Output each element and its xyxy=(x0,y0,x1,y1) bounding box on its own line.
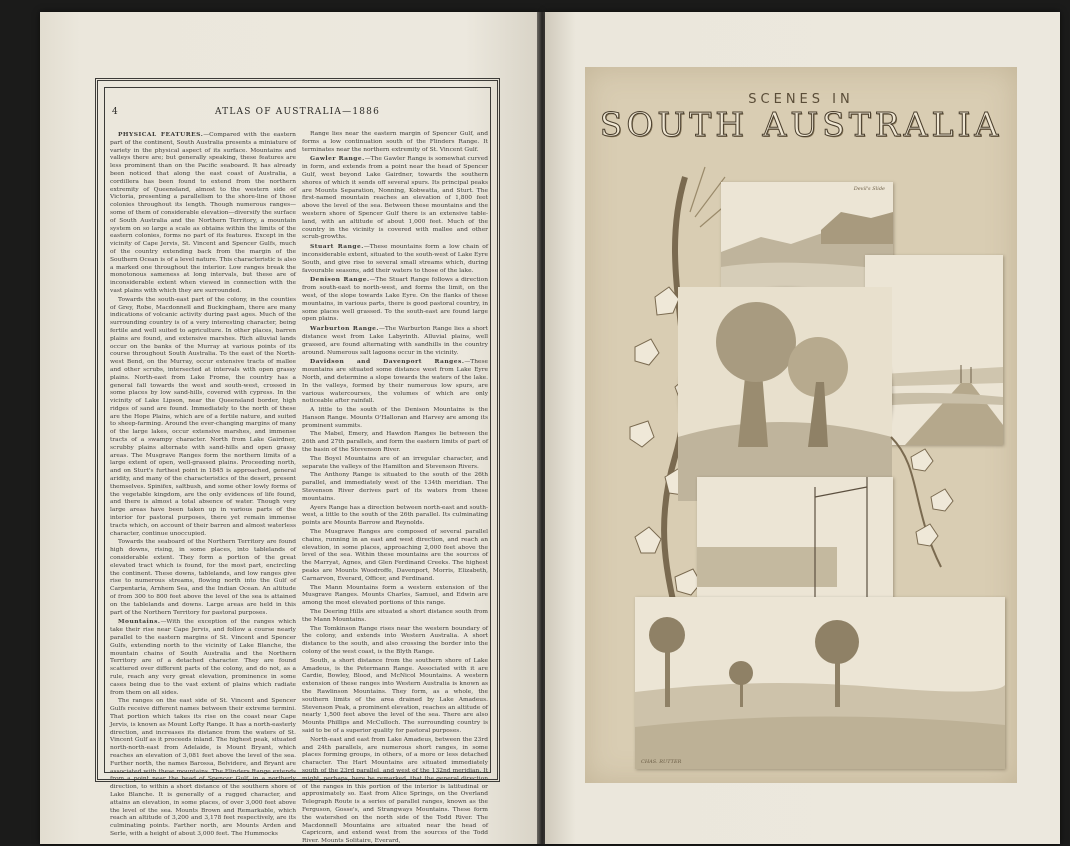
paragraph-text: A little to the south of the Denison Mountains is the Hanson Range. Mounts O'Halloran and Harvey are among its prominent summits. xyxy=(302,407,488,429)
paragraph-text: The Anthony Range is situated to the south of the 26th parallel, and immediately west of the 134th meridian. The Stevenson River derives part of its waters from these mountains. xyxy=(302,472,488,502)
plate-title-small: SCENES IN xyxy=(748,92,854,107)
paragraph-text: —Compared with the eastern part of the continent, South Australia presents a miniature of variety in the physical aspect of its surface. Mountains and valleys there are; but generally speaking, these features are less prominent than on the Pacific seaboard. It has already been noticed that along the east coast of Australia, a cordillera has been found to extend from the northern extremity of Queensland, almost to the western side of Victoria, presenting a parallelism to the shore-line of those colonies throughout its length. Though numerous ranges—some of them of considerable elevation—diversify the surface of South Australia and the Northern Territory, a mountain system on so large a scale as obtains within the limits of the eastern colonies, forms no part of its features. Except in the vicinity of Cape Jervis, St. Vincent and Spencer Gulfs, much of the country extending back from the margin of the Southern Ocean is of a level nature. This characteristic is also a marked one throughout the interior. Low ranges break the monotonous sameness at long intervals, but these are of inconsiderable extent when viewed in connection with the vast plains with which they are surrounded. xyxy=(110,132,296,294)
caption-artist: CHAS. RUTTER xyxy=(641,759,682,765)
illustration-plate xyxy=(585,67,1017,783)
paragraph xyxy=(302,131,488,154)
paragraph xyxy=(302,626,488,657)
left-page xyxy=(40,12,540,844)
vignette-landscape-scene xyxy=(635,597,1005,769)
running-head xyxy=(112,107,483,119)
paragraph xyxy=(302,658,488,736)
vine-foliage-right-illustration xyxy=(881,427,971,577)
paragraph-text: North-east and east from Lake Amadeus, between the 23rd and 24th parallels, are numerous short ranges, in some places forming groups, in others, of a more or less detached character. The Hart Mountains are situated immediately south of the 23rd parallel, and west of the 132nd meridian. It might, perhaps, here be remarked, that the general direction of the ranges in this portion of the interior is latitudinal or approximately so. East from Alice Springs, on the Overland Telegraph Route is a series of parallel ranges, known as the Ferguson, Gosse's, and Strangways Mountains. These form the watershed on the north side of the Todd River. The Macdonnell Mountains are situated near the head of Capricorn, and extend west from the sources of the Todd River. Mounts Solitaire, Everard, xyxy=(302,736,488,845)
paragraph-lead: Warburton Range. xyxy=(310,325,379,333)
paragraph xyxy=(302,529,488,584)
paragraph-text: —The Warburton Range lies a short distance west from Lake Labyrinth. Alluvial plains, well grassed, are found alternating with sandhills in the country around. Numerous salt lagoons occur in the vicinity. xyxy=(302,326,488,356)
paragraph-text: Range lies near the eastern margin of Spencer Gulf, and forms a low continuation south of the Flinders Range. It terminates near the northern extremity of St. Vincent Gulf. xyxy=(302,131,488,153)
paragraph-text: South, a short distance from the southern shore of Lake Amadeus, is the Petermann Range. Associated with it are Cardie, Bowley, Blood, and McNicol Mountains. A western extension of these ranges into Western Australia is known as the Rawlinson Mountains. They form, as a whole, the southern limits of the area drained by Lake Amadeus. Stevenson Peak, a prominent elevation, reaches an altitude of nearly 1,500 feet above the level of the sea. There are also Mounts Phillips and McCulloch. The surrounding country is said to be of a superior quality for pastoral purposes. xyxy=(302,657,488,734)
paragraph xyxy=(110,698,296,838)
paragraph xyxy=(302,472,488,503)
caption-top: Devil's Slide xyxy=(853,186,885,192)
paragraph xyxy=(302,456,488,472)
paragraph-text: The ranges on the east side of St. Vincent and Spencer Gulfs receive different names between their extreme termini. That portion which takes its rise on the coast near Cape Jervis, is known as Mount Lofty Range. It has a north-easterly direction, and increases its distance from the waters of St. Vincent Gulf as it proceeds inland. The highest peak, situated north-north-east from Adelaide, is Mount Bryant, which reaches an elevation of 3,081 feet above the level of the sea. Further north, the names Barossa, Belvidere, and Bryant are associated with these mountains. The Flinders Range extends from a point near the head of Spencer Gulf, in a northerly direction, to within a short distance of the southern shore of Lake Blanche. It is generally of a rugged character, and attains an elevation, in some places, of over 3,000 feet above the level of the sea. Mounts Brown and Remarkable, which reach an altitude of 3,200 and 3,178 feet respectively, are its culminating points. Farther north, are Mounts Arden and Serle, with a height of about 3,000 feet. The Hummocks xyxy=(110,698,296,837)
paragraph-lead: Stuart Range. xyxy=(310,243,364,251)
paragraph xyxy=(302,325,488,357)
paragraph xyxy=(302,431,488,454)
text-column-right xyxy=(302,131,489,845)
paragraph xyxy=(302,585,488,608)
paragraph xyxy=(302,358,488,406)
paragraph-text: —The Gawler Range is somewhat curved in form, and extends from a point near the head of Spencer Gulf, west beyond Lake Gairdner, towards the southern shores of which it sends off several spurs. Its principal peaks are Mounts Separation, Nonning, Kobwatta, and Sturt. The first-named mountain reaches an elevation of 1,800 feet above the level of the sea. Between these mountains and the western shore of Spencer Gulf there is an extensive table-land, with an altitude of about 1,000 feet. Much of the country in the vicinity is covered with mallee and other scrub-growths. xyxy=(302,156,488,241)
paragraph-lead: Mountains. xyxy=(118,618,161,626)
header-title: ATLAS OF AUSTRALIA—1886 xyxy=(214,107,381,117)
paragraph-text: The Musgrave Ranges are composed of several parallel chains, running in an east and west direction, and reach an elevation, in some places, approaching 2,000 feet above the level of the sea. Within these mountains are the sources of the Marryat, Agnes, and Glen Ferdinand Creeks. The highest peaks are Mounts Woodroffe, Davenport, Morris, Elizabeth, Carnarvon, Everard, Officer, and Ferdinand. xyxy=(302,529,488,582)
paragraph-text: —These mountains form a low chain of inconsiderable extent, situated to the south-west of Lake Eyre South, and give rise to several small streams which, during favourable seasons, add their waters to those of the lake. xyxy=(302,244,489,274)
paragraph xyxy=(110,131,296,296)
text-column-left xyxy=(110,131,296,837)
paragraph-text: The Mann Mountains form a western extension of the Musgrave Ranges. Mounts Charles, Samuel, and Edwin are among the most elevated portions of this range. xyxy=(302,584,488,607)
paragraph-text: Ayers Range has a direction between north-east and south-west, a little to the south of the 26th parallel. Its culminating points are Mounts Barrow and Reynolds. xyxy=(302,504,488,527)
paragraph-text: Towards the south-east part of the colony, in the counties of Grey, Robe, Macdonnell and Buckingham, there are many indications of volcanic activity during past ages. Much of the surrounding country is of a very interesting character, being fertile and well suited to agriculture. In other places, barren plains are found, and extensive marshes. Rich alluvial lands occur on the banks of the Murray at various points of its course throughout South Australia. To the east of the North-west Bend, on the Murray, occur extensive tracts of mallee and other scrubs, intersected at intervals with open grassy plains. North-east from Lake Frome, the country has a general fall towards the west and south-west, crossed in some places by low sand-hills, covered with cypress. In the vicinity of Lake Lipson, near the Queensland border, high ridges of sand are found. Immediately to the north of these are the Hope Plains, which are of a fertile nature, and suited to sheep-farming. Around the ever-changing margins of many of the large lakes, occur extensive marshes, and immense tracts of a swampy character. North from Lake Gairdner, scrubby plains alternate with sand-hills and open grassy areas. The Musgrave Ranges form the northern limits of a large extent of open, well-grassed plains. Proceeding north, and on Sturt's furthest point in 1845 is approached, general aridity, and many of the characteristics of the desert, present themselves. Spinifex, saltbush, and some other lowly forms of the vegetable kingdom, are the only evidences of life found, and there is almost a total absence of water. Though very large areas have been taken up in various parts of the interior for pastoral purposes, there yet remain immense tracts which, on account of their barren and almost waterless character, continue unoccupied. xyxy=(110,296,296,537)
plate-title-large: SOUTH AUSTRALIA xyxy=(599,105,1003,144)
paragraph-text: The Mabel, Emery, and Hawdon Ranges lie between the 26th and 27th parallels, and form the eastern limits of part of the basin of the Stevenson River. xyxy=(302,431,488,454)
paragraph xyxy=(302,155,488,242)
paragraph xyxy=(110,297,296,539)
paragraph-text: Towards the seaboard of the Northern Territory are found high downs, rising, in some places, into tablelands of considerable extent. They form a portion of the great elevated tract which is found, for the most part, encircling the continent. These downs, tablelands, and low ranges give rise to numerous streams, flowing north into the Gulf of Carpentaria, Arnhem Sea, and the Indian Ocean. An altitude of from 300 to 800 feet above the level of the sea is attained on the tablelands and downs. Large areas are held in this part of the Northern Territory for pastoral purposes. xyxy=(110,539,296,616)
paragraph-text: The Boyel Mountains are of an irregular character, and separate the valleys of the Hamilton and Stevenson Rivers. xyxy=(302,455,488,470)
paragraph xyxy=(302,243,488,275)
paragraph xyxy=(302,505,488,528)
paragraph-lead: Davidson and Davenport Ranges. xyxy=(310,358,465,366)
vignette-gum-tree-scene xyxy=(678,287,892,501)
paragraph-text: The Deering Hills are situated a short distance south from the Mann Mountains. xyxy=(302,609,488,623)
paragraph xyxy=(302,276,488,324)
paragraph-lead: Gawler Range. xyxy=(310,155,365,163)
right-page xyxy=(545,12,1060,844)
paragraph-text: —These mountains are situated some distance west from Lake Eyre North, and determine a slope towards the waters of the lake. In the valleys, formed by their numerous low spurs, are various watercourses, the volumes of which are only noticeable after rainfall. xyxy=(302,359,488,405)
paragraph-lead: PHYSICAL FEATURES. xyxy=(118,131,204,138)
paragraph-lead: Denison Range. xyxy=(310,276,370,284)
paragraph xyxy=(302,737,488,846)
paragraph-text: —With the exception of the ranges which take their rise near Cape Jervis, and follow a course nearly parallel to the eastern margins of St. Vincent and Spencer Gulfs, extending north to the vicinity of Lake Blanche, the mountain chains of South Australia and the Northern Territory are of a detached character. They are found scattered over different parts of the colony, and do not, as a rule, reach any very great elevation, prominence in some cases being due to the vast extent of plains which radiate from them on all sides. xyxy=(110,619,296,696)
paragraph xyxy=(302,407,488,430)
page-number: 4 xyxy=(112,107,119,117)
paragraph xyxy=(110,539,296,617)
paragraph-text: —The Stuart Range follows a direction from south-east to north-west, and forms the limit, on the west, of the slope towards Lake Eyre. On the flanks of these mountains, in various parts, there is good pastoral country, in some places well grassed. To the south-east are found large open plains. xyxy=(302,277,488,323)
paragraph xyxy=(110,618,296,697)
text-frame xyxy=(95,78,500,845)
paragraph-text: The Tomkinson Range rises near the western boundary of the colony, and extends into Western Australia. A short distance to the south, and also crossing the border into the colony of the west coast, is the Blyth Range. xyxy=(302,625,488,655)
paragraph xyxy=(302,609,488,625)
